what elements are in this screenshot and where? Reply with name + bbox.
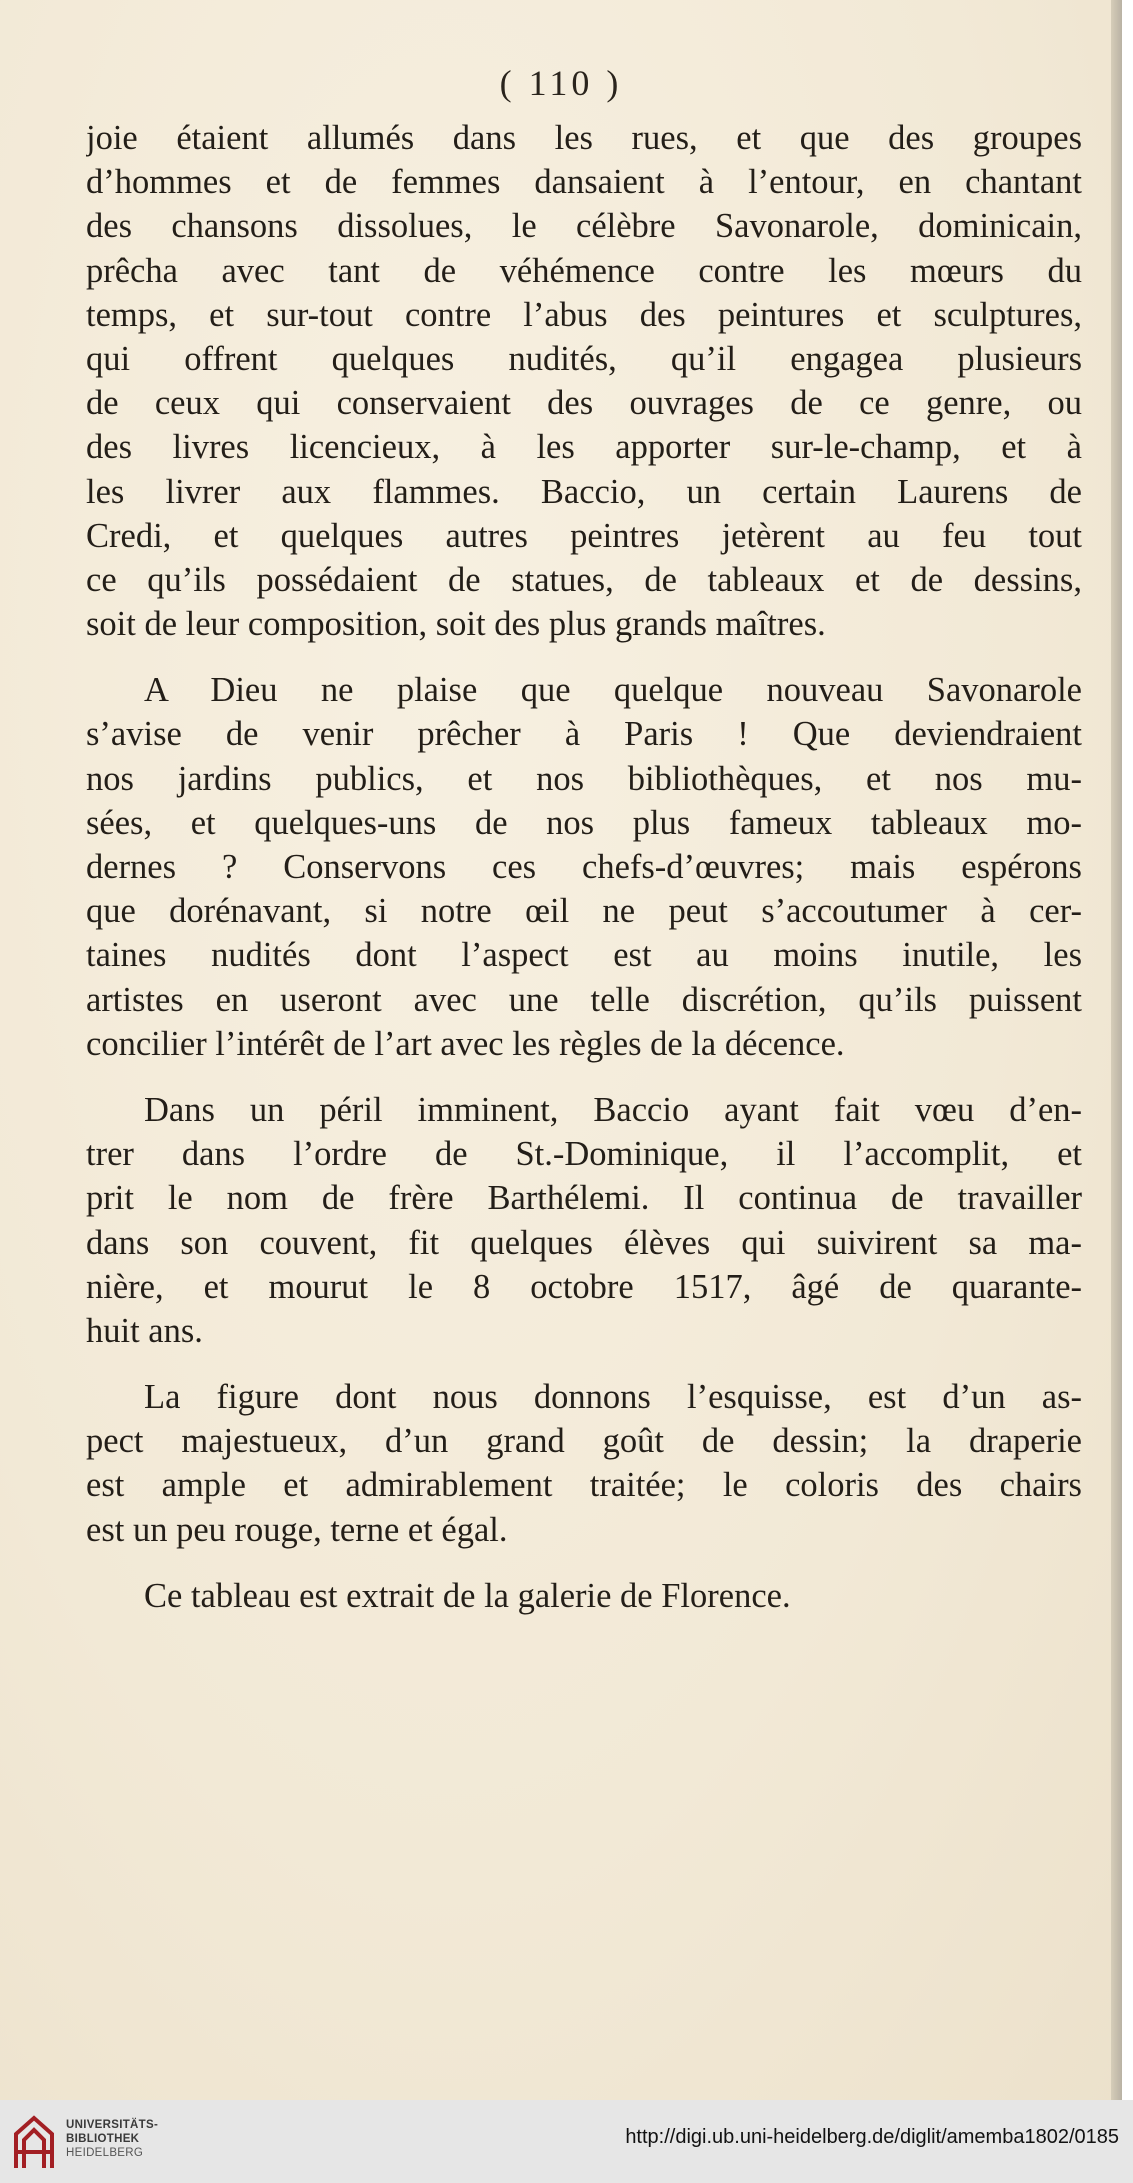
text-line: est un peu rouge, terne et égal. bbox=[86, 1510, 508, 1549]
text-line: taines nudités dont l’aspect est au moins inutile, les bbox=[86, 936, 1082, 975]
text-line: ce qu’ils possédaient de statues, de tableaux et de dessins, bbox=[86, 560, 1082, 599]
text-line: prit le nom de frère Barthélemi. Il continua de travailler bbox=[86, 1179, 1082, 1218]
library-name-line: HEIDELBERG bbox=[66, 2147, 144, 2159]
text-line: huit ans. bbox=[86, 1311, 203, 1350]
text-line: joie étaient allumés dans les rues, et que des groupes bbox=[86, 119, 1082, 157]
library-logo-icon bbox=[12, 2112, 56, 2172]
text-line: artistes en useront avec une telle discrétion, qu’ils puissent bbox=[86, 980, 1082, 1019]
text-line: La figure dont nous donnons l’esquisse, est d’un as- bbox=[144, 1378, 1082, 1417]
page-text bbox=[86, 116, 1082, 1618]
text-line: s’avise de venir prêcher à Paris ! Que deviendraient bbox=[86, 715, 1082, 754]
text-line: Credi, et quelques autres peintres jetèrent au feu tout bbox=[86, 516, 1082, 555]
text-line: pect majestueux, d’un grand goût de dessin; la draperie bbox=[86, 1422, 1082, 1461]
text-line: soit de leur composition, soit des plus grands maîtres. bbox=[86, 605, 826, 644]
page-edge bbox=[1111, 0, 1122, 2100]
text-line: Dans un péril imminent, Baccio ayant fait vœu d’en- bbox=[144, 1090, 1082, 1129]
text-line: est ample et admirablement traitée; le coloris des chairs bbox=[86, 1466, 1082, 1505]
text-line: les livrer aux flammes. Baccio, un certain Laurens de bbox=[86, 472, 1082, 511]
text-line: dernes ? Conservons ces chefs-d’œuvres; mais espérons bbox=[86, 848, 1082, 886]
page-number: ( 110 ) bbox=[499, 63, 623, 103]
text-line: nière, et mourut le 8 octobre 1517, âgé de quarante- bbox=[86, 1267, 1082, 1306]
text-line: temps, et sur-tout contre l’abus des peintures et sculptures, bbox=[86, 295, 1082, 334]
text-line: qui offrent quelques nudités, qu’il engagea plusieurs bbox=[86, 339, 1082, 378]
text-line: de ceux qui conservaient des ouvrages de ce genre, ou bbox=[86, 384, 1082, 423]
text-line: A Dieu ne plaise que quelque nouveau Savonarole bbox=[144, 671, 1082, 710]
library-name-line: BIBLIOTHEK bbox=[66, 2133, 140, 2145]
text-line: concilier l’intérêt de l’art avec les règles de la décence. bbox=[86, 1024, 845, 1063]
text-line: dans son couvent, fit quelques élèves qui suivirent sa ma- bbox=[86, 1223, 1082, 1262]
text-line: que dorénavant, si notre œil ne peut s’accoutumer à cer- bbox=[86, 892, 1082, 931]
footer-bar bbox=[0, 2100, 1133, 2183]
text-line: d’hommes et de femmes dansaient à l’entour, en chantant bbox=[86, 163, 1082, 202]
library-name-line: UNIVERSITÄTS- bbox=[66, 2119, 159, 2131]
text-line: des livres licencieux, à les apporter sur-le-champ, et à bbox=[86, 428, 1082, 467]
text-line: Ce tableau est extrait de la galerie de Florence. bbox=[144, 1576, 791, 1615]
text-line: des chansons dissolues, le célèbre Savonarole, dominicain, bbox=[86, 207, 1082, 246]
text-line: nos jardins publics, et nos bibliothèques, et nos mu- bbox=[86, 759, 1082, 798]
source-url-link[interactable]: http://digi.ub.uni-heidelberg.de/diglit/amemba1802/0185 bbox=[625, 2126, 1119, 2148]
text-line: prêcha avec tant de véhémence contre les mœurs du bbox=[86, 251, 1082, 290]
text-line: trer dans l’ordre de St.-Dominique, il l’accomplit, et bbox=[86, 1135, 1082, 1174]
text-line: sées, et quelques-uns de nos plus fameux tableaux mo- bbox=[86, 803, 1082, 842]
library-name bbox=[66, 2118, 158, 2160]
